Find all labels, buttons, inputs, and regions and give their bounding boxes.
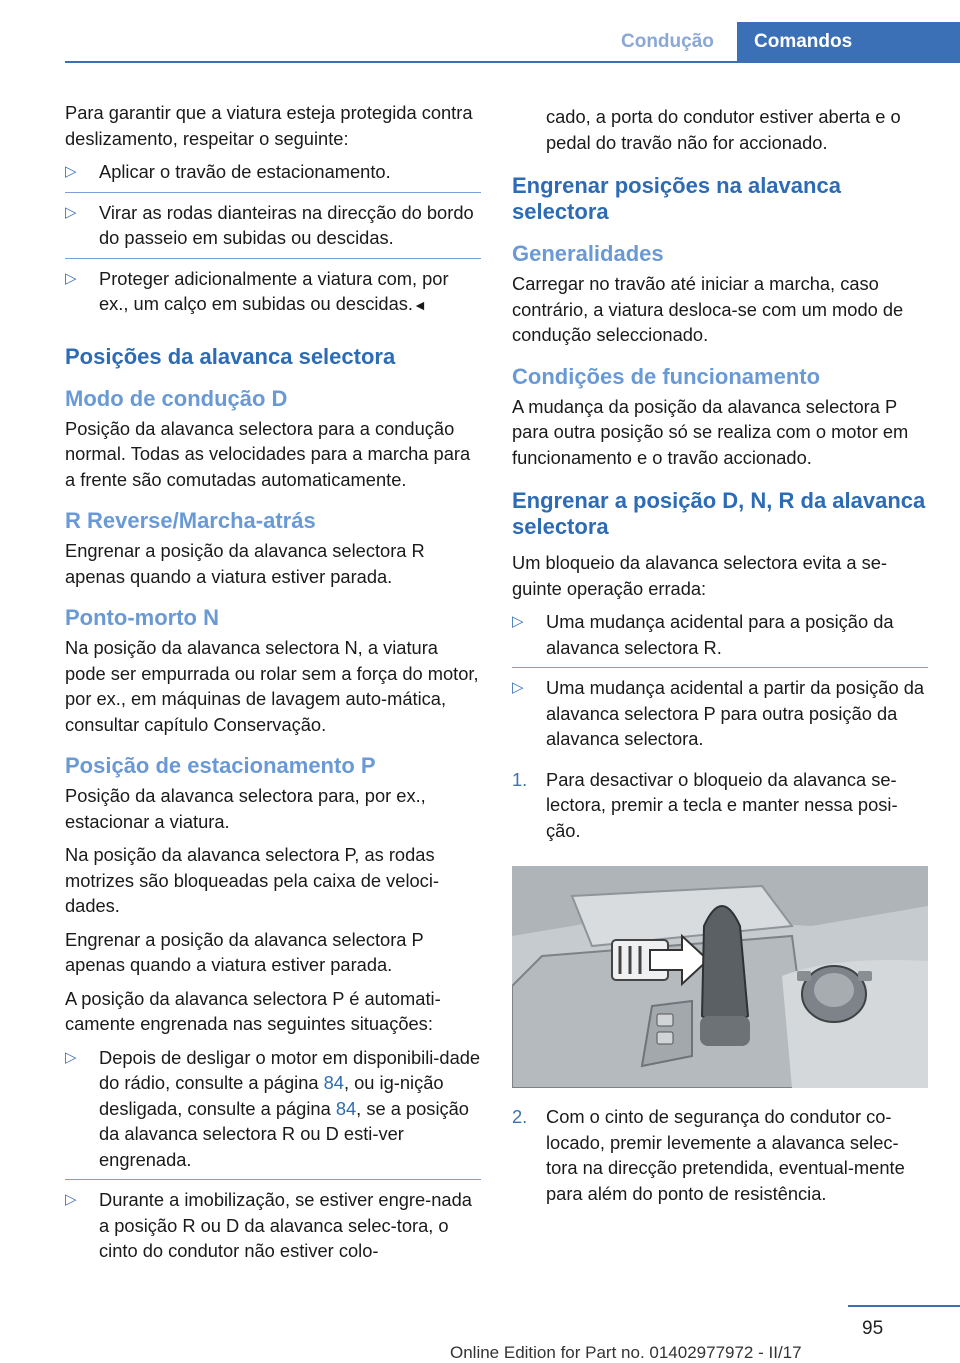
list-item: ▷ Virar as rodas dianteiras na direcção do bordo do passeio em subidas ou descidas. <box>65 200 481 259</box>
page-link[interactable]: 84 <box>323 1072 344 1093</box>
page-number-rule <box>848 1305 960 1307</box>
triangle-bullet-icon: ▷ <box>65 1048 77 1066</box>
reverse-paragraph: Engrenar a posição da alavanca selectora R apenas quando a viatura estiver parada. <box>65 540 425 587</box>
heading-general: Generalidades <box>512 241 664 266</box>
step-number: 1. <box>512 768 528 790</box>
right-column <box>512 104 928 1221</box>
continued-paragraph: cado, a porta do condutor estiver aberta e o pedal do travão não for accionado. <box>546 106 901 153</box>
intro-paragraph: Para garantir que a viatura esteja protegida contra deslizamento, respeitar o seguinte: <box>65 102 473 149</box>
section-label: Condução <box>621 31 714 52</box>
left-column <box>65 100 481 1279</box>
triangle-bullet-icon: ▷ <box>65 203 77 221</box>
gear-selector-drawing <box>512 866 928 1088</box>
list-item: ▷ Proteger adicionalmente a viatura com, por ex., um calço em subidas ou descidas.◄ <box>65 267 449 314</box>
page-link[interactable]: 84 <box>335 1097 357 1119</box>
triangle-bullet-icon: ▷ <box>65 163 77 180</box>
step-item: 2. Com o cinto de segurança do condutor co-locado, premir levemente a alavanca selec-tora na direcção pretendida, eventual-mente para além do ponto de resistência. <box>512 1106 905 1204</box>
step-number: 2. <box>512 1106 528 1127</box>
heading-drive: Modo de condução D <box>65 385 288 411</box>
dnr-bullet-list <box>512 609 928 759</box>
heading-positions: Posições da alavanca selectora <box>65 343 396 369</box>
park-bullet-list <box>65 1045 481 1271</box>
footer-edition: Online Edition for Part no. 01402977972 - II/17 <box>450 1343 802 1362</box>
step-item: 1. Para desactivar o bloqueio da alavanca se-lectora, premir a tecla e manter nessa posi-ção. <box>512 768 898 841</box>
heading-conditions: Condições de funcionamento <box>512 363 821 389</box>
page-number: 95 <box>862 1318 884 1339</box>
list-item: ▷ Uma mudança acidental para a posição da alavanca selectora R. <box>512 609 928 668</box>
park-paragraph-3: Engrenar a posição da alavanca selectora P apenas quando a viatura estiver parada. <box>65 928 424 975</box>
list-item: ▷ Durante a imobilização, se estiver engre-nada a posição R ou D da alavanca selec-tora, o cinto do condutor não estiver colo- <box>65 1189 472 1261</box>
gear-selector-illustration <box>512 866 928 1088</box>
heading-park: Posição de estacionamento P <box>65 753 376 778</box>
heading-dnr: Engrenar a posição D, N, R da alavanca selectora <box>512 488 926 539</box>
end-mark-icon: ◄ <box>413 297 427 313</box>
triangle-bullet-icon: ▷ <box>512 613 524 630</box>
neutral-paragraph: Na posição da alavanca selectora N, a viatura pode ser empurrada ou rolar sem a força do motor, por ex., em máquinas de lavagem auto-mática, consultar capítulo Conservação. <box>65 637 479 735</box>
list-item: ▷ Aplicar o travão de estacionamento. <box>65 159 481 193</box>
park-paragraph-2: Na posição da alavanca selectora P, as rodas motrizes são bloqueadas pela caixa de veloci-dades. <box>65 844 439 916</box>
dnr-paragraph: Um bloqueio da alavanca selectora evita a se-guinte operação errada: <box>512 552 887 599</box>
triangle-bullet-icon: ▷ <box>65 1191 77 1208</box>
heading-engage: Engrenar posições na alavanca selectora <box>512 173 841 224</box>
safety-bullet-list <box>65 159 481 326</box>
heading-reverse: R Reverse/Marcha-atrás <box>65 508 316 533</box>
heading-neutral: Ponto-morto N <box>65 605 219 630</box>
drive-paragraph: Posição da alavanca selectora para a condução normal. Todas as velocidades para a marcha para a frente são comutadas automaticamente. <box>65 417 471 490</box>
conditions-paragraph: A mudança da posição da alavanca selectora P para outra posição só se realiza com o motor em funcionamento e o travão accionado. <box>512 395 909 468</box>
triangle-bullet-icon: ▷ <box>512 679 524 696</box>
general-paragraph: Carregar no travão até iniciar a marcha, caso contrário, a viatura desloca-se com um modo de condução seleccionado. <box>512 273 904 345</box>
chapter-tab-label: Comandos <box>754 31 853 52</box>
list-item: ▷ Depois de desligar o motor em disponibili-dade do rádio, consulte a página 84, ou ig-nição desligada, consulte a página 84, se a posição da alavanca selectora R ou D esti-ver engrenada. <box>65 1045 481 1181</box>
triangle-bullet-icon: ▷ <box>65 269 77 287</box>
step-list-continued <box>512 1104 928 1213</box>
chapter-tab <box>737 22 960 63</box>
step-list <box>512 767 928 851</box>
park-paragraph-1: Posição da alavanca selectora para, por ex., estacionar a viatura. <box>65 785 426 832</box>
park-paragraph-4: A posição da alavanca selectora P é automati-camente engrenada nas seguintes situações: <box>65 987 441 1034</box>
list-item: ▷ Uma mudança acidental a partir da posição da alavanca selectora P para outra posição da alavanca selectora. <box>512 677 925 749</box>
